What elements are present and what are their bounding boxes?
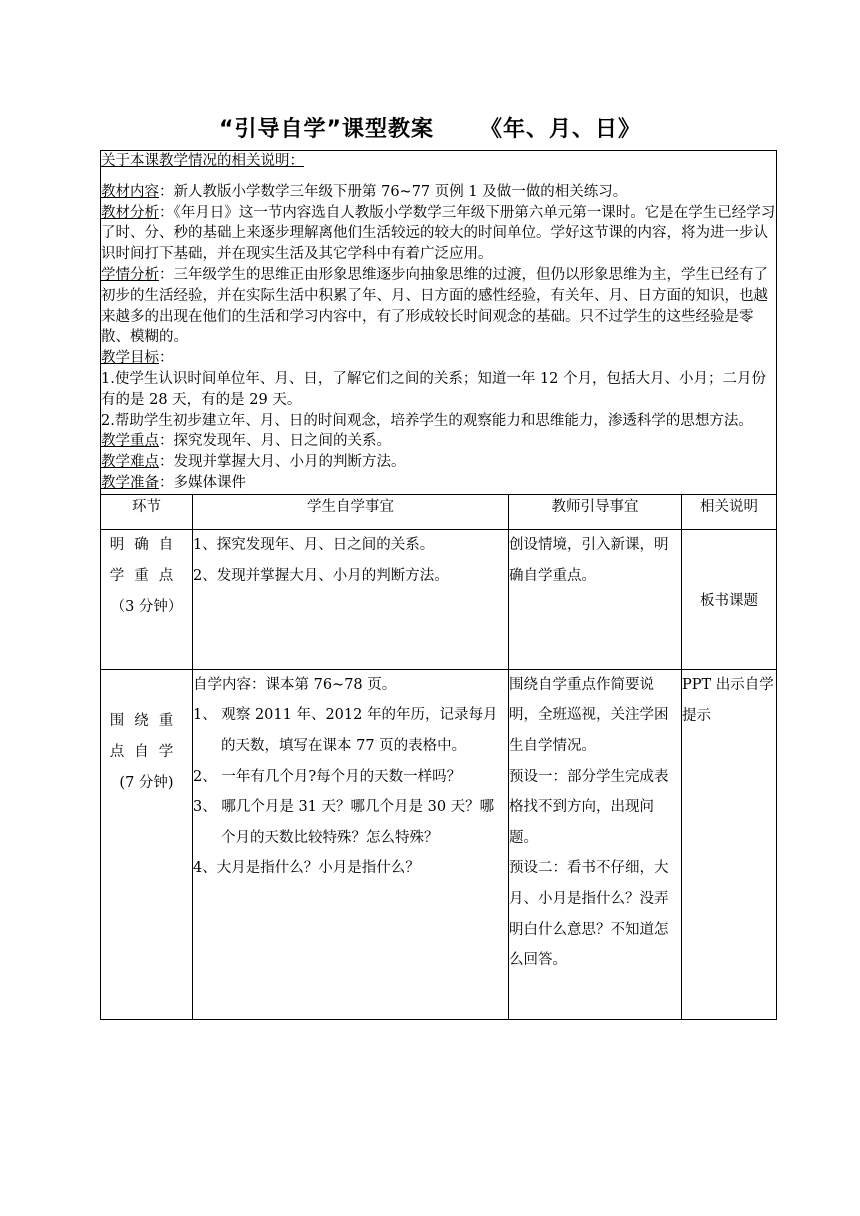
analysis-paragraph — [101, 203, 776, 265]
stage-line: 明确自 — [109, 536, 184, 553]
stage-line: 围绕重 — [109, 712, 184, 729]
difficulty-paragraph — [101, 452, 776, 473]
analysis-label: 教材分析 — [101, 204, 159, 221]
student-cell — [193, 669, 509, 1019]
goal-2: 2.帮助学生初步建立年、月、日的时间观念，培养学生的观察能力和思维能力，渗透科学的思想方法。 — [101, 412, 753, 429]
header-stage: 环节 — [101, 494, 193, 529]
student-paragraph — [101, 265, 776, 348]
intro-cell — [101, 151, 777, 495]
note-cell — [682, 669, 777, 1019]
header-teacher: 教师引导事宜 — [509, 494, 682, 529]
key-paragraph — [101, 431, 776, 452]
stage-cell — [101, 529, 193, 669]
list-item: 1、 观察 2011 年、2012 年的年历，记录每月的天数，填写在课本 77 页的表格中。 — [193, 707, 498, 754]
student-label: 学情分析 — [101, 266, 159, 283]
teacher-text: 围绕自学重点作简要说明，全班巡视，关注学困生自学情况。 — [509, 676, 669, 754]
stage-cell — [101, 669, 193, 1019]
goals-label: 教学目标 — [101, 350, 159, 367]
content-text: ：新人教版小学数学三年级下册第 76~77 页例 1 及做一做的相关练习。 — [159, 183, 628, 200]
prep-text: ：多媒体课件 — [159, 474, 246, 491]
list-item: 3、 哪几个月是 31 天？哪几个月是 30 天？哪个月的天数比较特殊？怎么特殊？ — [193, 799, 495, 846]
key-label: 教学重点 — [101, 433, 159, 450]
stage-time: （3 分钟） — [110, 598, 183, 615]
intro-row — [101, 151, 777, 495]
difficulty-text: ：发现并掌握大月、小月的判断方法。 — [159, 454, 406, 471]
header-row — [101, 494, 777, 529]
content-paragraph — [101, 182, 776, 203]
list-item: 2、发现并掌握大月、小月的判断方法。 — [193, 567, 449, 584]
list-item: 1、探究发现年、月、日之间的关系。 — [193, 536, 435, 553]
table-row — [101, 669, 777, 1019]
teacher-text: 创设情境，引入新课，明确自学重点。 — [509, 536, 669, 584]
title-sub: 《年、月、日》 — [479, 117, 641, 142]
student-cell — [193, 529, 509, 669]
analysis-text: ：《年月日》这一节内容选自人教版小学数学三年级下册第六单元第一课时。它是在学生已经学习了时、分、秒的基础上来逐步理解离他们生活较远的较大的时间单位。学好这节课的内容，将为进一步认识时间打下基础，并在现实生活及其它学科中有着广泛应用。 — [101, 204, 776, 263]
lesson-plan-table — [100, 150, 777, 1020]
stage-time: (7 分钟) — [119, 774, 174, 791]
student-intro: 自学内容：课本第 76~78 页。 — [193, 676, 397, 693]
teacher-cell — [509, 669, 682, 1019]
note-text: 板书课题 — [700, 592, 758, 609]
document-title — [0, 112, 860, 143]
table-row — [101, 529, 777, 669]
goals-heading — [101, 348, 776, 369]
list-item: 2、 一年有几个月?每个月的天数一样吗？ — [193, 768, 462, 785]
stage-line: 学重点 — [109, 567, 184, 584]
header-note: 相关说明 — [682, 494, 777, 529]
note-text: PPT 出示自学提示 — [682, 676, 774, 724]
stage-line: 点自学 — [109, 743, 184, 760]
note-cell — [682, 529, 777, 669]
intro-heading: 关于本课教学情况的相关说明： — [101, 153, 304, 169]
content-label: 教材内容 — [101, 183, 159, 200]
prep-label: 教学准备 — [101, 474, 159, 491]
key-text: ：探究发现年、月、日之间的关系。 — [159, 433, 391, 450]
student-text: ：三年级学生的思维正由形象思维逐步向抽象思维的过渡，但仍以形象思维为主，学生已经有了初步的生活经验，并在实际生活中积累了年、月、日方面的感性经验，有关年、月、日方面的知识，也越来越多的出现在他们的生活和学习内容中，有了形成较长时间观念的基础。只不过学生的这些经验是零散、模糊的。 — [101, 266, 768, 346]
prep-paragraph — [101, 473, 776, 494]
teacher-cell — [509, 529, 682, 669]
title-main: “引导自学”课型教案 — [219, 117, 434, 142]
goal-1: 1.使学生认识时间单位年、月、日，了解它们之间的关系；知道一年 12 个月，包括大月、小月；二月份有的是 28 天，有的是 29 天。 — [101, 370, 766, 408]
list-item: 4、大月是指什么？小月是指什么？ — [193, 860, 420, 877]
header-student: 学生自学事宜 — [193, 494, 509, 529]
goals-colon: ： — [159, 350, 174, 367]
difficulty-label: 教学难点 — [101, 454, 159, 471]
teacher-text: 预设一：部分学生完成表格找不到方向，出现问题。 — [509, 768, 669, 846]
teacher-text: 预设二：看书不仔细，大月、小月是指什么？没弄明白什么意思？不知道怎么回答。 — [509, 860, 669, 969]
